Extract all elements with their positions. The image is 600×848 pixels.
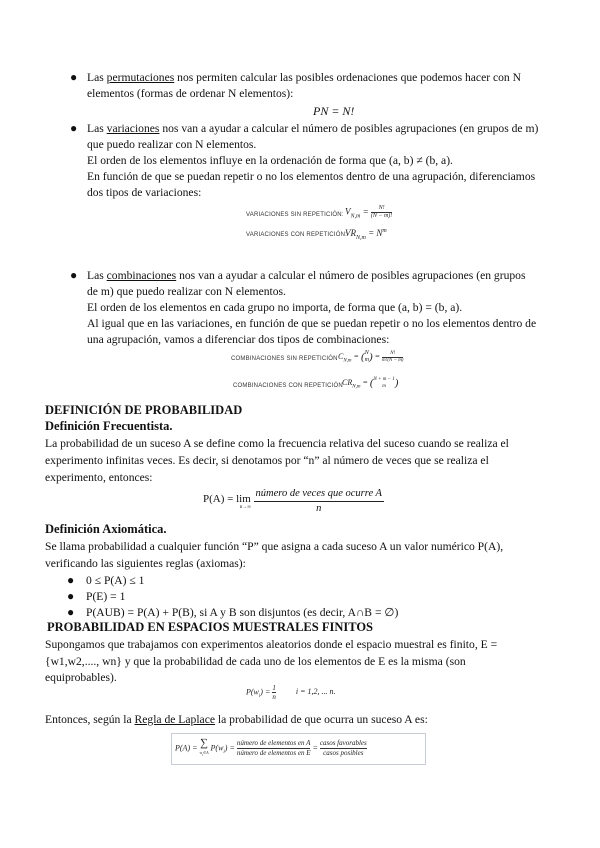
espacios-line2: {w1,w2,...., wn} y que la probabilidad de cada uno de los elementos de E es la misma (son: [45, 655, 466, 668]
bullet-icon: ●: [70, 70, 78, 84]
combinaciones-term: combinaciones: [106, 269, 177, 282]
variaciones-term: variaciones: [106, 122, 160, 135]
axiomatica-line1: Se llama probabilidad a cualquier función “P” que asigna a cada suceso A un valor numérico P(A),: [45, 540, 504, 553]
bullet-icon: ●: [67, 589, 75, 603]
variaciones-line2: que puedo realizar con N elementos.: [87, 138, 257, 151]
variaciones-line4: En función de que se puedan repetir o no los elementos dentro de una agrupación, diferenciamos: [87, 170, 536, 183]
definicion-title: DEFINICIÓN DE PROBABILIDAD: [45, 403, 243, 417]
combinaciones-line1: Las combinaciones nos van a ayudar a calcular el número de posibles agrupaciones (en grupos: [87, 269, 526, 282]
frecuentista-line2: experimento infinitas veces. Es decir, si denotamos por “n” al número de veces que se realiza el: [45, 454, 489, 467]
laplace-line: Entonces, según la Regla de Laplace la probabilidad de que ocurra un suceso A es:: [45, 713, 428, 726]
equiprobable-formula: $P(w_i)$ = $\frac{1}{n}$ i = 1,2, ... n.: [246, 684, 336, 701]
permutaciones-term: permutaciones: [106, 71, 175, 84]
variaciones-line3: El orden de los elementos influye en la ordenación de forma que (a, b) ≠ (b, a).: [87, 154, 453, 167]
axiomatica-title: Definición Axiomática.: [45, 522, 167, 536]
bullet-icon: ●: [70, 268, 78, 282]
variaciones-con-label: VARIACIONES CON REPETICIÓN:: [246, 232, 347, 238]
espacios-title: PROBABILIDAD EN ESPACIOS MUESTRALES FINITOS: [47, 620, 374, 634]
axioma-item: 0 ≤ P(A) ≤ 1: [86, 574, 145, 587]
permutaciones-line1: Las permutaciones nos permiten calcular las posibles ordenaciones que podemos hacer con N: [87, 71, 521, 84]
permutaciones-line2: elementos (formas de ordenar N elementos):: [87, 87, 294, 100]
variaciones-con-formula: $VR_{N,m} = N^m$: [345, 228, 387, 241]
axioma-item: P(E) = 1: [86, 590, 126, 603]
variaciones-sin-formula: $V_{N,m}$ = $\frac{N!}{(N - m)!}$: [345, 205, 393, 220]
axiomatica-line2: verificando las siguientes reglas (axiomas):: [45, 557, 246, 570]
bullet-icon: ●: [67, 605, 75, 619]
combinaciones-line3: El orden de los elementos en cada grupo no importa, de forma que (a, b) = (b, a).: [87, 301, 463, 314]
laplace-formula: P(A) = ∑ $w_i\in A$ $P(w_i)$ = número de elementos en A número de elementos en E = casos favorables casos posibles: [175, 737, 367, 757]
combinaciones-con-formula: $CR_{N,m}$ = ( N + m − 1 m ): [342, 377, 399, 390]
frecuentista-line1: La probabilidad de un suceso A se define como la frecuencia relativa del suceso cuando se realiza el: [45, 437, 509, 450]
laplace-term: Regla de Laplace: [134, 713, 215, 726]
variaciones-line1: Las variaciones nos van a ayudar a calcular el número de posibles agrupaciones (en grupos de m): [87, 122, 539, 135]
combinaciones-sin-label: COMBINACIONES SIN REPETICIÓN: [231, 356, 338, 362]
combinaciones-line5: una agrupación, vamos a diferenciar dos tipos de combinaciones:: [87, 333, 390, 346]
permutaciones-formula: PN = N!: [313, 104, 355, 118]
espacios-line1: Supongamos que trabajamos con experimentos aleatorios donde el espacio muestral es finito, E =: [45, 638, 498, 651]
combinaciones-con-label: COMBINACIONES CON REPETICIÓN: [233, 383, 343, 389]
combinaciones-line4: Al igual que en las variaciones, en función de que se puedan repetir o no los elementos dentro de: [87, 317, 537, 330]
axioma-item: P(AUB) = P(A) + P(B), si A y B son disjuntos (es decir, A∩B = ∅): [86, 606, 399, 619]
frecuentista-line3: experimento, entonces:: [45, 471, 153, 484]
espacios-line3: equiprobables).: [45, 671, 117, 684]
bullet-icon: ●: [70, 121, 78, 135]
frecuentista-formula: P(A) = lim n→∞ número de veces que ocurre A n: [203, 488, 382, 514]
combinaciones-sin-formula: $C_{N,m}$ = ( N m ) = $\frac{N!}{m!(N - m)}$: [338, 350, 404, 364]
combinaciones-line2: de m) que puedo realizar con N elementos.: [87, 285, 286, 298]
frecuentista-title: Definición Frecuentista.: [45, 419, 173, 433]
variaciones-sin-label: VARIACIONES SIN REPETICIÓN:: [246, 212, 344, 218]
bullet-icon: ●: [67, 573, 75, 587]
variaciones-line5: dos tipos de variaciones:: [87, 186, 202, 199]
